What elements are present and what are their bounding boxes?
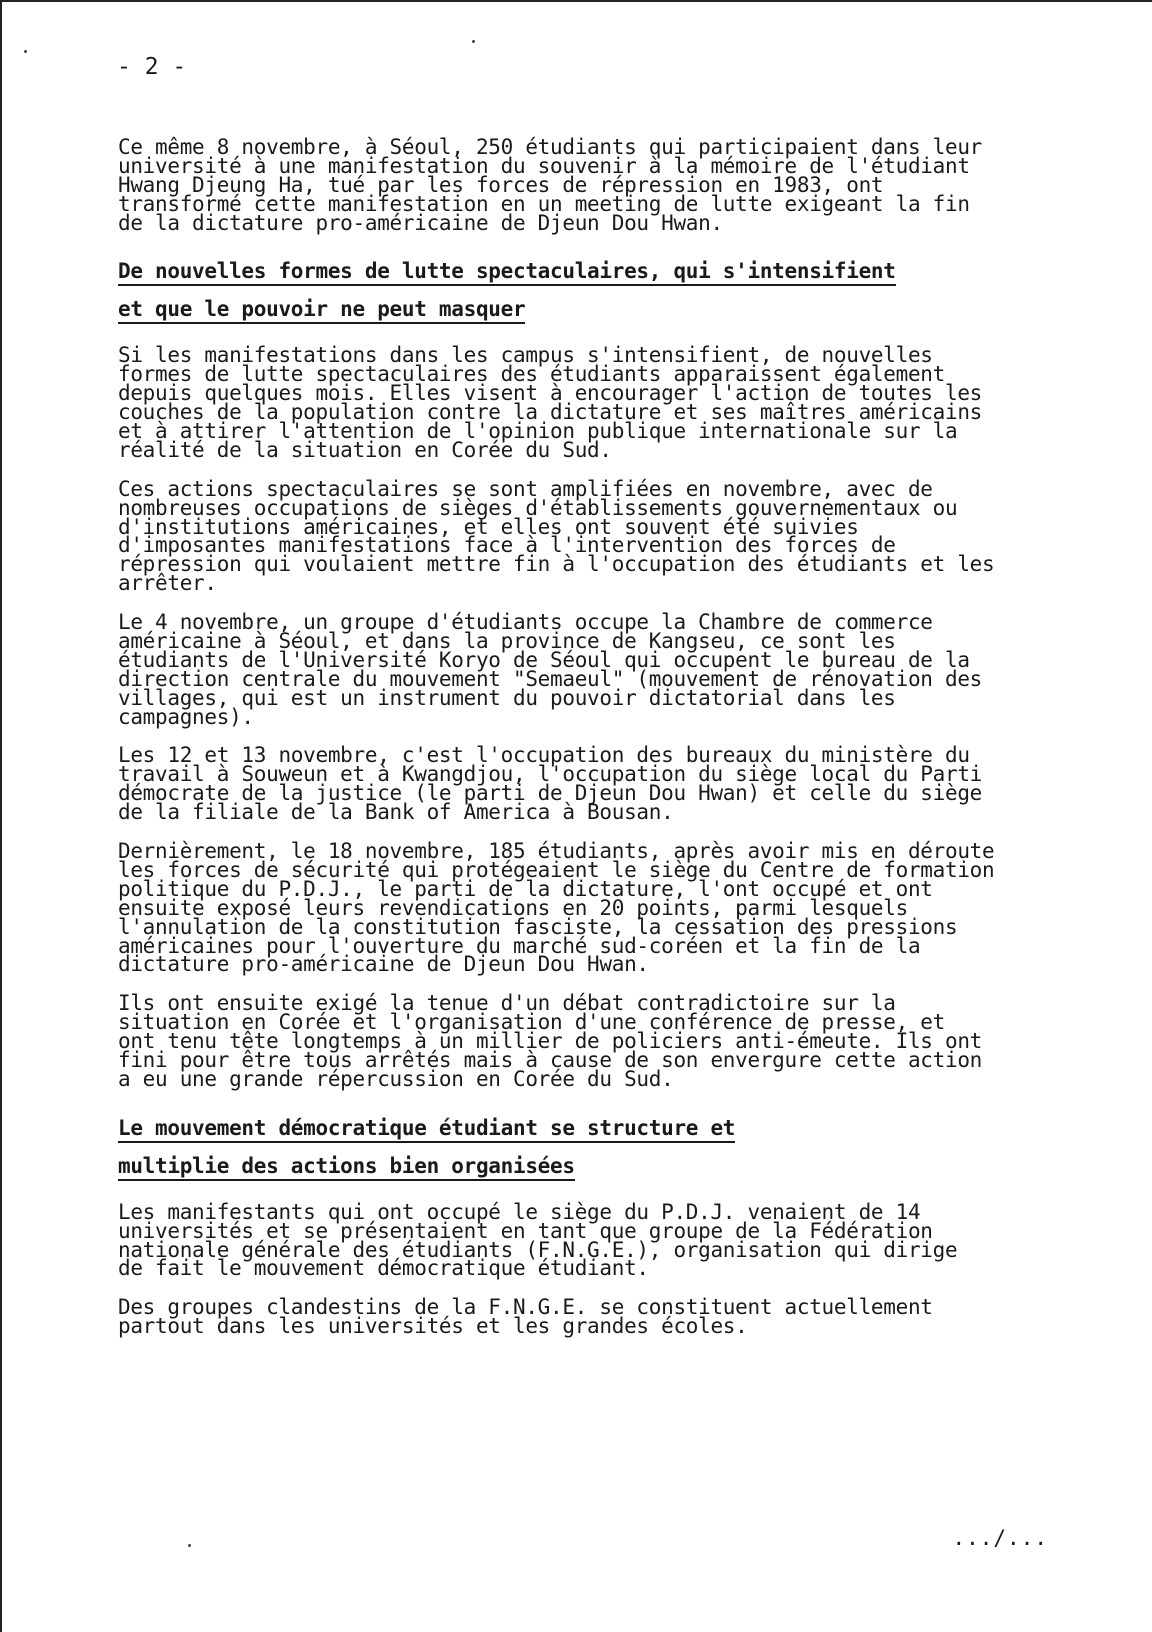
scan-speck xyxy=(188,1544,191,1547)
paragraph: Si les manifestations dans les campus s'intensifient, de nouvelles formes de lutte spectaculaires des étudiants apparaissent également depuis quelques mois. Elles visent à encourager l'action de toutes les couches de la population contre la dictature et ses maîtres américains et à attirer l'attention de l'opinion publique internationale sur la réalité de la situation en Corée du Sud. xyxy=(118,343,983,462)
scan-speck xyxy=(472,40,475,43)
document-body xyxy=(118,135,1108,1356)
heading-line: multiplie des actions bien organisées xyxy=(118,1154,575,1181)
heading-line: De nouvelles formes de lutte spectaculaires, qui s'intensifient xyxy=(118,259,896,286)
page-number: - 2 - xyxy=(117,54,187,80)
heading-line: et que le pouvoir ne peut masquer xyxy=(118,297,525,324)
paragraph: Les 12 et 13 novembre, c'est l'occupation des bureaux du ministère du travail à Souweun et à Kwangdjou, l'occupation du siège local du Parti démocrate de la justice (le parti de Djeun Dou Hwan) et celle du siège de la filiale de la Bank of America à Bousan. xyxy=(118,743,983,825)
section-heading xyxy=(118,1109,1108,1185)
paragraph: Des groupes clandestins de la F.N.G.E. se constituent actuellement partout dans les universités et les grandes écoles. xyxy=(118,1295,933,1339)
paragraph: Ils ont ensuite exigé la tenue d'un débat contradictoire sur la situation en Corée et l'organisation d'une conférence de presse, et ont tenu tête longtemps à un millier de policiers anti-émeute. Ils ont fini pour être tous arrêtés mais à cause de son envergure cette action a eu une grande répercussion en Corée du Sud. xyxy=(118,991,983,1091)
scan-speck xyxy=(24,50,27,53)
section-heading xyxy=(118,252,1108,328)
heading-line: Le mouvement démocratique étudiant se structure et xyxy=(118,1116,735,1143)
paragraph: Les manifestants qui ont occupé le siège du P.D.J. venaient de 14 universités et se présentaient en tant que groupe de la Fédération nationale générale des étudiants (F.N.G.E.), organisation qui dirige de fait le mouvement démocratique étudiant. xyxy=(118,1199,958,1281)
paragraph: Dernièrement, le 18 novembre, 185 étudiants, après avoir mis en déroute les forces de sécurité qui protégeaient le siège du Centre de formation politique du P.D.J., le parti de la dictature, l'ont occupé et ont ensuite exposé leurs revendications en 20 points, parmi lesquels l'annulation de la constitution fasciste, la cessation des pressions américaines pour l'ouverture du marché sud-coréen et la fin de la dictature pro-américaine de Djeun Dou Hwan. xyxy=(118,839,995,977)
paragraph: Ces actions spectaculaires se sont amplifiées en novembre, avec de nombreuses occupations de sièges d'établissements gouvernementaux ou d'institutions américaines, et elles ont souvent été suivies d'imposantes manifestations face à l'intervention des forces de répression qui voulaient mettre fin à l'occupation des étudiants et les arrêter. xyxy=(118,476,995,596)
continuation-marker: .../... xyxy=(952,1526,1048,1550)
paragraph: Le 4 novembre, un groupe d'étudiants occupe la Chambre de commerce américaine à Séoul, et dans la province de Kangseu, ce sont les étudiants de l'Université Koryo de Séoul qui occupent le bureau de la direction centrale du mouvement "Semaeul" (mouvement de rénovation des villages, qui est un instrument du pouvoir dictatorial dans les campagnes). xyxy=(118,610,983,729)
paragraph: Ce même 8 novembre, à Séoul, 250 étudiants qui participaient dans leur université à une manifestation du souvenir à la mémoire de l'étudiant Hwang Djeung Ha, tué par les forces de répression en 1983, ont transformé cette manifestation en un meeting de lutte exigeant la fin de la dictature pro-américaine de Djeun Dou Hwan. xyxy=(118,135,983,235)
